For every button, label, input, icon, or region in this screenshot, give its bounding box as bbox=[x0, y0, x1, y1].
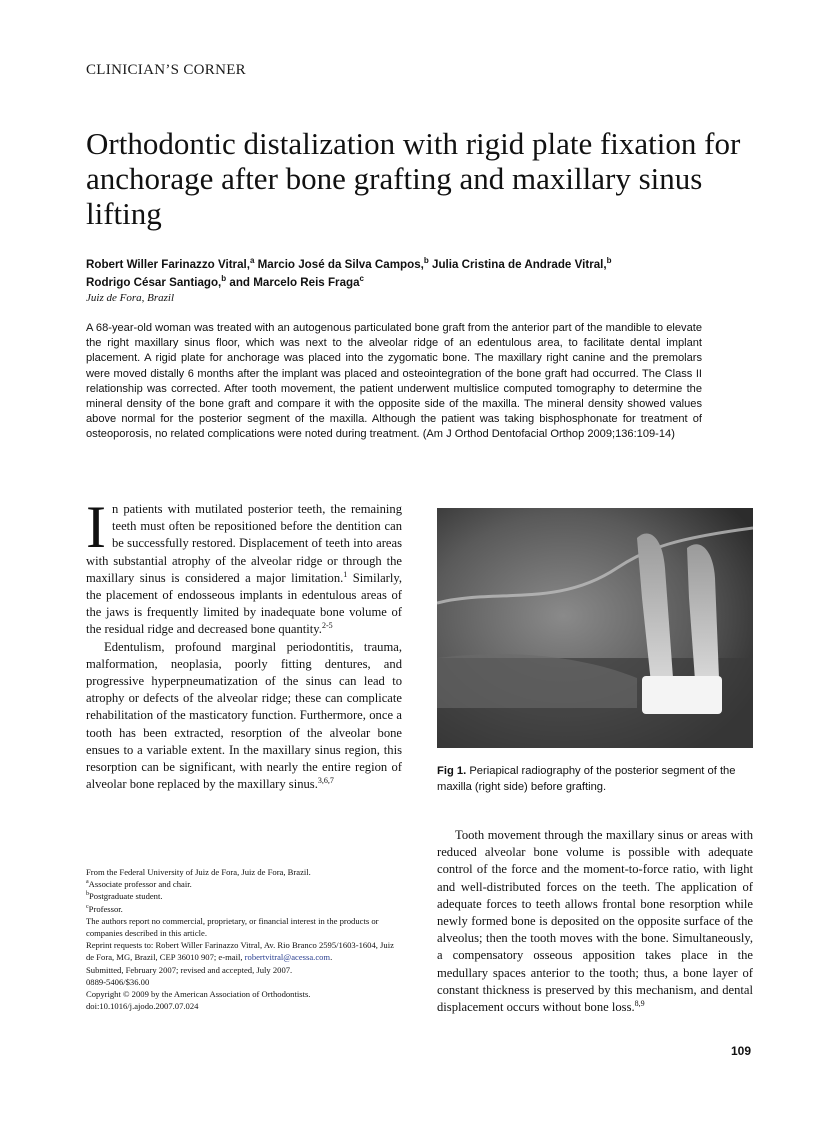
footnote-b bbox=[86, 890, 404, 902]
footnote-marker: a bbox=[86, 879, 89, 886]
body-paragraph bbox=[86, 639, 402, 794]
tooth-crown-restoration bbox=[642, 676, 722, 714]
body-right-column bbox=[437, 827, 753, 1016]
author-3-affil: b bbox=[606, 256, 612, 266]
author-1: Robert Willer Farinazzo Vitral, bbox=[86, 258, 250, 271]
footnote-text: . bbox=[330, 952, 333, 963]
paragraph-text: Edentulism, profound marginal periodontitis, trauma, malformation, neoplasia, poorly fitting dentures, and progressive hyperpneumatization of the sinus can lead to atrophy or defects of the alveolar ridge; these can complicate rehabilitation of the masticatory function. Furthermore, once a tooth has been extracted, resorption of the alveolar bone ensues to a variable extent. In the maxillary sinus region, this resorption can be significant, with nearly the entire region of alveolar bone replaced by the maxillary sinus. bbox=[86, 639, 402, 792]
author-2-affil: b bbox=[423, 256, 429, 266]
footnote-from: From the Federal University of Juiz de Fora, Juiz de Fora, Brazil. bbox=[86, 867, 311, 877]
citation: 2-5 bbox=[321, 621, 333, 631]
article-title: Orthodontic distalization with rigid plate fixation for anchorage after bone grafting and maxillary sinus lifting bbox=[86, 126, 741, 231]
footnote-c bbox=[86, 903, 404, 915]
footnote-reprint bbox=[86, 939, 404, 963]
page-number: 109 bbox=[731, 1044, 752, 1058]
author-5: and Marcelo Reis Fraga bbox=[226, 276, 360, 289]
footnote-submitted: Submitted, February 2007; revised and accepted, July 2007. bbox=[86, 964, 293, 975]
drop-cap: I bbox=[86, 494, 106, 560]
footnotes bbox=[86, 866, 404, 1012]
footnote-interest: The authors report no commercial, proprietary, or financial interest in the products or companies described in this article. bbox=[86, 915, 379, 939]
figure-caption bbox=[437, 763, 757, 795]
citation: 8,9 bbox=[634, 998, 645, 1008]
footnote-marker: b bbox=[86, 891, 89, 898]
footnote-text: Postgraduate student. bbox=[89, 891, 163, 902]
author-4-affil: b bbox=[221, 274, 227, 284]
reprint-email-link[interactable]: robertvitral@acessa.com bbox=[244, 952, 331, 963]
paragraph-text: Similarly, the placement of endosseous implants in edentulous areas of the jaws is frequently limited by inadequate bone volume of the residual ridge and decreased bone quantity. bbox=[86, 570, 402, 637]
footnote-marker: c bbox=[86, 903, 89, 910]
abstract: A 68-year-old woman was treated with an autogenous particulated bone graft from the anterior part of the mandible to elevate the right maxillary sinus floor, which was next to the alveolar ridge of an edentulous area, to facilitate dental implant placement. A rigid plate for anchorage was placed into the zygomatic bone. The maxillary right canine and the premolars were moved distally 6 months after the implant was placed and osteointegration of the bone graft had occurred. The Class II relationship was corrected. After tooth movement, the patient underwent multislice computed tomography to determine the mineral density of the bone graft and compare it with the opposite side of the maxilla. The mineral density showed values above normal for the posterior segment of the maxilla. Although the patient was taking bisphosphonate for treatment of osteoporosis, no related complications were noted during treatment. (Am J Orthod Dentofacial Orthop 2009;136:109-14) bbox=[86, 322, 702, 441]
author-2: Marcio José da Silva Campos, bbox=[254, 258, 424, 271]
footnote-doi: doi:10.1016/j.ajodo.2007.07.024 bbox=[86, 1001, 199, 1012]
citation: 3,6,7 bbox=[317, 776, 334, 786]
body-paragraph bbox=[437, 827, 753, 1016]
author-5-affil: c bbox=[359, 274, 364, 284]
footnote-text: Reprint requests to: Robert Willer Farinazzo Vitral, Av. Rio Branco 2595/1603-1604, Juiz de Fora, MG, Brazil, CEP 36010 907; e-mail, bbox=[86, 940, 394, 963]
figure-label: Fig 1. bbox=[437, 765, 467, 777]
paragraph-text: Tooth movement through the maxillary sinus or areas with reduced alveolar bone volume is possible with adequate control of the force and the moment-to-force ratio, with light and well-distributed forces on the teeth. The application of adequate forces to teeth allows frontal bone resorption while newly formed bone is deposited on the opposite surface of the alveolus; then the tooth moves with the bone. Simultaneously, a compensatory osseous apposition takes place in the medullary spaces anterior to the tooth; thus, a bone layer of constant thickness is preserved by this mechanism, and dental displacement occurs without bone loss. bbox=[437, 828, 753, 1015]
citation: 1 bbox=[343, 569, 348, 579]
radiograph-image bbox=[437, 508, 753, 748]
affiliation: Juiz de Fora, Brazil bbox=[86, 292, 174, 304]
figure-radiograph bbox=[437, 508, 753, 748]
body-left-column bbox=[86, 494, 402, 793]
footnote-issn: 0889-5406/$36.00 bbox=[86, 976, 150, 987]
footnote-a bbox=[86, 878, 404, 890]
author-1-affil: a bbox=[249, 256, 255, 266]
author-3: Julia Cristina de Andrade Vitral, bbox=[428, 258, 607, 271]
footnote-copyright: Copyright © 2009 by the American Association of Orthodontists. bbox=[86, 989, 311, 1000]
footnote-text: Professor. bbox=[88, 903, 123, 914]
author-4: Rodrigo César Santiago, bbox=[86, 276, 222, 289]
paragraph-text: n patients with mutilated posterior teeth, the remaining teeth must often be repositioned before the dentition can be successfully restored. Displacement of teeth into areas with substantial atrophy of the alveolar ridge or through the maxillary sinus is considered a major limitation. bbox=[86, 502, 402, 585]
author-list bbox=[86, 256, 776, 292]
figure-caption-text: Periapical radiography of the posterior segment of the maxilla (right side) before grafting. bbox=[437, 765, 736, 793]
section-label: CLINICIAN’S CORNER bbox=[86, 62, 246, 78]
footnote-text: Associate professor and chair. bbox=[88, 879, 192, 890]
body-paragraph bbox=[86, 494, 402, 639]
